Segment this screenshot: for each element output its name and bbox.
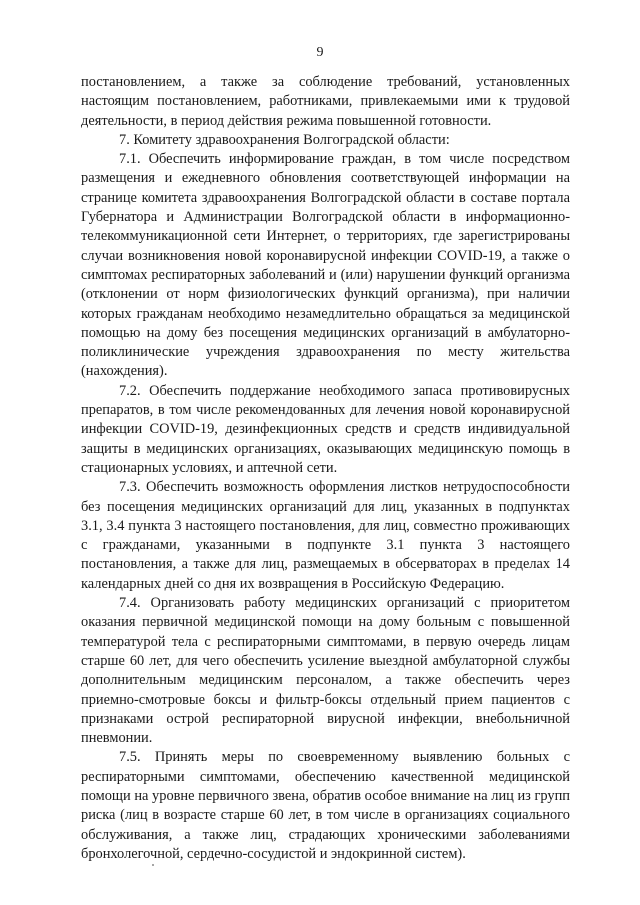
paragraph-item-7-5: 7.5. Принять меры по своевременному выявлению больных с респираторными симптомами, обеспечению качественной медицинской помощи на уровне первичного звена, обратив особое внимание на лиц из групп риска (лиц в возрасте старше 60 лет, в том числе в организациях социального обслуживания, а также лиц, страдающих хроническими заболеваниями бронхолегочной, сердечно-сосудистой и эндокринной систем).: [81, 749, 570, 862]
paragraph-item-7-4: 7.4. Организовать работу медицинских организаций с приоритетом оказания первичной медицинской помощи на дому больным с повышенной температурой тела с респираторными симптомами, в первую очередь лицам старше 60 лет, для чего обеспечить усиление выездной амбулаторной службы дополнительным медицинским персоналом, а также обеспечить через приемно-смотровые боксы и фильтр-боксы отдельный прием пациентов с признаками острой респираторной вирусной инфекции, внебольничной пневмонии.: [81, 595, 570, 747]
paragraph-item-7-heading: 7. Комитету здравоохранения Волгоградской области:: [119, 131, 450, 148]
paragraph-item-7-2: 7.2. Обеспечить поддержание необходимого запаса противовирусных препаратов, в том числе рекомендованных для лечения новой коронавирусной инфекции COVID-19, дезинфекционных средств и средств индивидуальной защиты в медицинских организациях, оказывающих медицинскую помощь в стационарных условиях, и аптечной сети.: [81, 382, 570, 476]
paragraph-continuation: постановлением, а также за соблюдение требований, установленных настоящим постановлением, работниками, привлекаемыми ими к трудовой деятельности, в период действия режима повышенной готовности.: [81, 74, 570, 129]
document-body: [81, 73, 570, 864]
paragraph-item-7-3: 7.3. Обеспечить возможность оформления листков нетрудоспособности без посещения медицинских организаций для лиц, указанных в подпунктах 3.1, 3.4 пункта 3 настоящего постановления, для лиц, совместно проживающих с гражданами, указанными в подпункте 3.1 пункта 3 настоящего постановления, а также для лиц, размещаемых в обсерваторах в пределах 14 календарных дней со дня их возвращения в Российскую Федерацию.: [81, 479, 570, 592]
scan-speck: [152, 864, 154, 866]
page-number: 9: [316, 45, 324, 60]
paragraph-item-7-1: 7.1. Обеспечить информирование граждан, в том числе посредством размещения и ежедневного обновления соответствующей информации на странице комитета здравоохранения Волгоградской области в составе портала Губернатора и Администрации Волгоградской области в информационно-телекоммуникационной сети Интернет, о территориях, где зарегистрированы случаи возникновения новой коронавирусной инфекции COVID-19, а также о симптомах респираторных заболеваний и (или) нарушении функций организма (отклонении от норм физиологических функций организма), при наличии которых гражданам необходимо незамедлительно обращаться за медицинской помощью на дому без посещения медицинских организаций в амбулаторно-поликлинические учреждения здравоохранения по месту жительства (нахождения).: [81, 151, 570, 380]
